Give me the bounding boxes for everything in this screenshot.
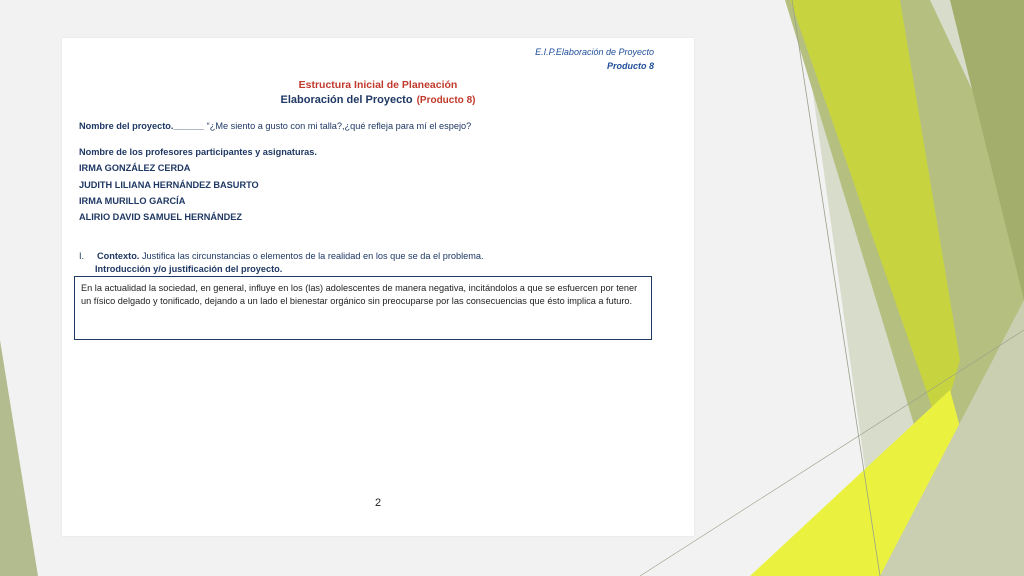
context-line	[97, 251, 484, 261]
left-olive-shape	[0, 340, 38, 576]
project-name-line	[79, 121, 471, 131]
teachers-label: Nombre de los profesores participantes y asignaturas.	[79, 147, 317, 157]
subtitle-tag: (Producto 8)	[416, 95, 476, 106]
section-number: I.	[79, 251, 85, 261]
document-page	[62, 38, 694, 536]
project-name-label: Nombre del proyecto.______	[79, 121, 205, 131]
document-title: Estructura Inicial de Planeación	[298, 79, 458, 91]
project-name-value: “¿Me siento a gusto con mi talla?,¿qué refleja para mí el espejo?	[206, 121, 472, 131]
document-subtitle	[62, 94, 694, 106]
header-product: Producto 8	[606, 61, 654, 71]
page-number: 2	[374, 497, 382, 509]
teacher-name: ALIRIO DAVID SAMUEL HERNÁNDEZ	[79, 212, 242, 222]
context-text: Justifica las circunstancias o elementos de la realidad en los que se da el problema.	[141, 251, 484, 261]
header-project-name: E.I.P.Elaboración de Proyecto	[535, 47, 654, 57]
teacher-name: IRMA GONZÁLEZ CERDA	[79, 163, 191, 173]
context-label: Contexto.	[97, 251, 140, 261]
teacher-name: JUDITH LILIANA HERNÁNDEZ BASURTO	[79, 180, 259, 190]
subtitle-text: Elaboración del Proyecto	[280, 94, 413, 106]
context-text-box	[74, 276, 652, 340]
context-body-text: En la actualidad la sociedad, en general, influye en los (las) adolescentes de manera negativa, incitándolos a que se esfuercen por tener un físico delgado y tonificado, dejando a un lado el bienestar orgánico sin preocuparse por las consecuencias que ésto implica a futuro.	[81, 283, 638, 307]
introduction-label: Introducción y/o justificación del proyecto.	[95, 264, 283, 274]
teacher-name: IRMA MURILLO GARCÍA	[79, 196, 186, 206]
